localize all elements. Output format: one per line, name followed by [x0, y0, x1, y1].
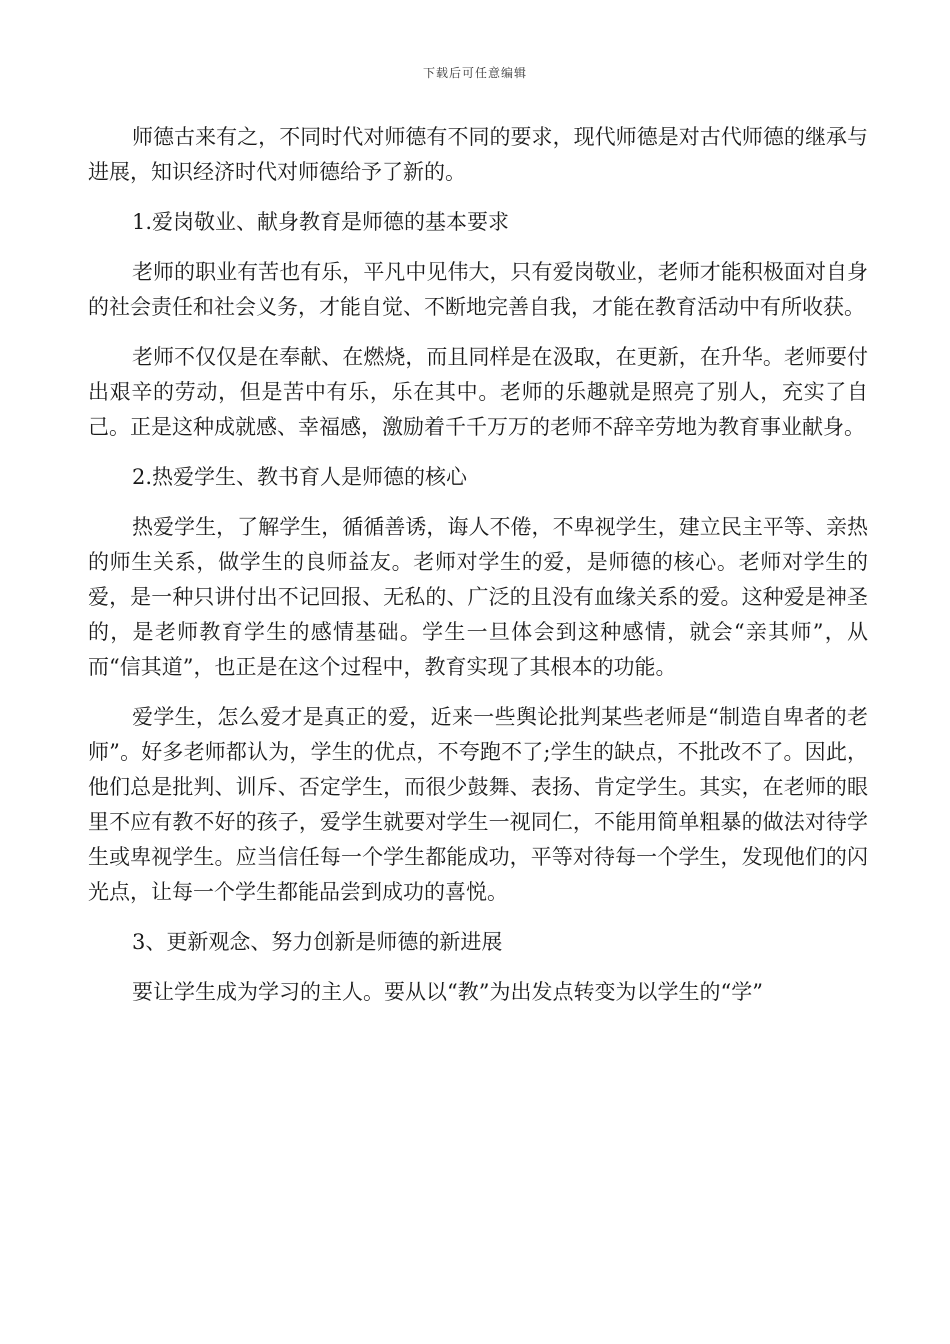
section-heading-2: 2.热爱学生、教书育人是师德的核心 — [132, 465, 468, 489]
paragraph-dedication: 老师不仅仅是在奉献、在燃烧，而且同样是在汲取，在更新，在升华。老师要付出艰辛的劳动，但是苦中有乐，乐在其中。老师的乐趣就是照亮了别人，充实了自己。正是这种成就感、幸福感，激励着千千万万的老师不辞辛劳地为教育事业献身。 — [88, 345, 868, 439]
document-body — [88, 120, 868, 1025]
paragraph-intro: 师德古来有之，不同时代对师德有不同的要求，现代师德是对古代师德的继承与进展，知识经济时代对师德给予了新的。 — [88, 125, 868, 184]
paragraph-love-students: 热爱学生，了解学生，循循善诱，诲人不倦，不卑视学生，建立民主平等、亲热的师生关系，做学生的良师益友。老师对学生的爱，是师德的核心。老师对学生的爱，是一种只讲付出不记回报、无私的、广泛的且没有血缘关系的爱。这种爱是神圣的，是老师教育学生的感情基础。学生一旦体会到这种感情，就会“亲其师”，从而“信其道”，也正是在这个过程中，教育实现了其根本的功能。 — [88, 515, 868, 679]
section-heading-1: 1.爱岗敬业、献身教育是师德的基本要求 — [132, 210, 510, 234]
paragraph-career: 老师的职业有苦也有乐，平凡中见伟大，只有爱岗敬业，老师才能积极面对自身的社会责任和社会义务，才能自觉、不断地完善自我，才能在教育活动中有所收获。 — [88, 260, 868, 319]
paragraph-student-centered: 要让学生成为学习的主人。要从以“教”为出发点转变为以学生的“学” — [132, 980, 763, 1004]
page-header-note: 下载后可任意编辑 — [422, 66, 527, 80]
paragraph-true-love: 爱学生，怎么爱才是真正的爱，近来一些舆论批判某些老师是“制造自卑者的老师”。好多老师都认为，学生的优点，不夸跑不了;学生的缺点，不批改不了。因此，他们总是批判、训斥、否定学生，而很少鼓舞、表扬、肯定学生。其实，在老师的眼里不应有教不好的孩子，爱学生就要对学生一视同仁，不能用简单粗暴的做法对待学生或卑视学生。应当信任每一个学生都能成功，平等对待每一个学生，发现他们的闪光点，让每一个学生都能品尝到成功的喜悦。 — [88, 705, 868, 904]
section-heading-3: 3、更新观念、努力创新是师德的新进展 — [132, 930, 503, 954]
